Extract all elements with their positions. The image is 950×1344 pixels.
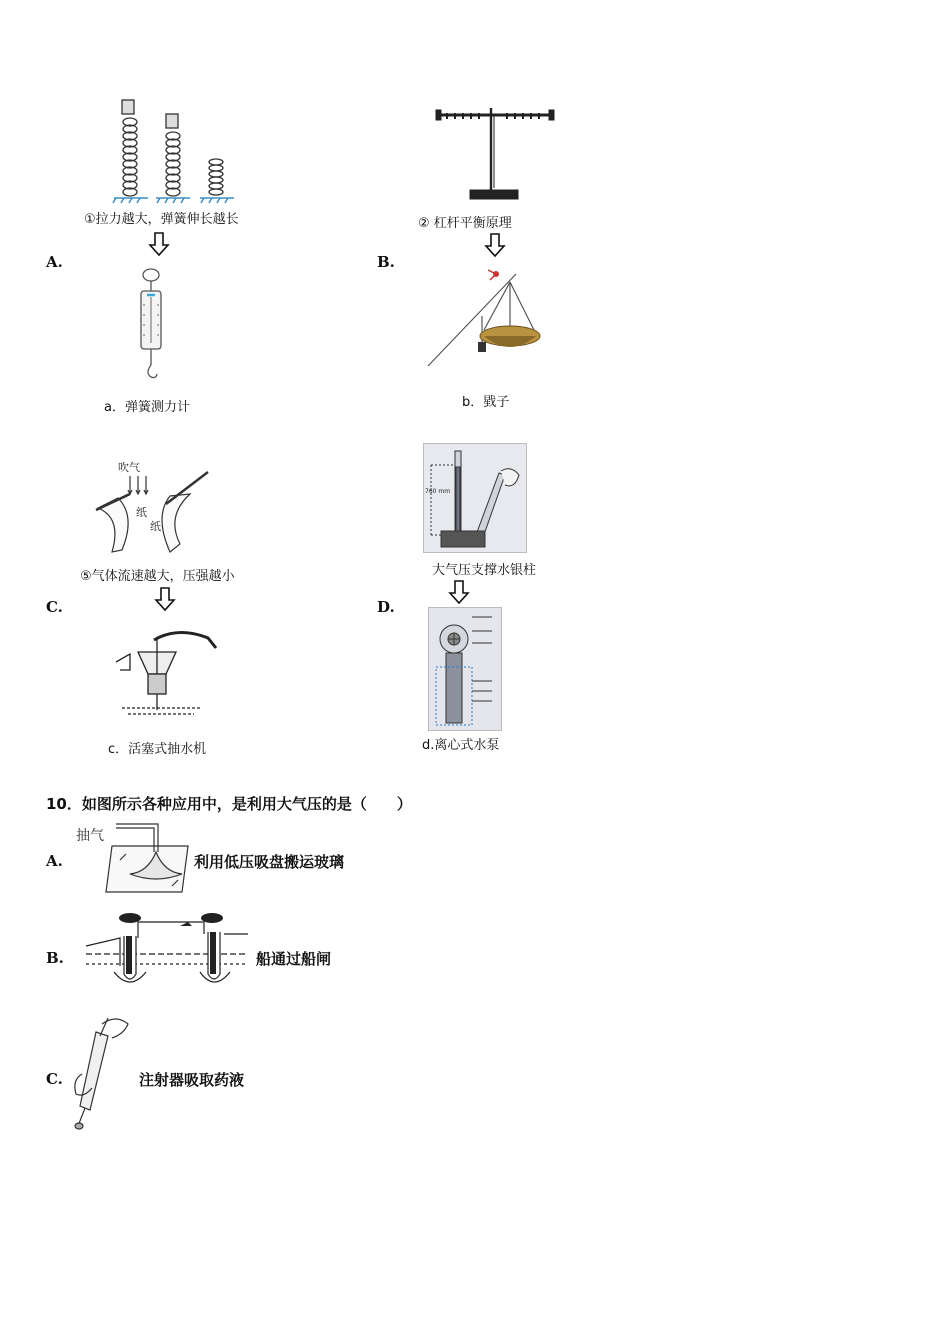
label-pump-air: 抽气 (76, 828, 104, 844)
label-paper-left: 纸 (136, 506, 147, 519)
spring-scale-figure (134, 265, 168, 387)
syringe-figure (72, 1014, 132, 1130)
steelyard-figure (424, 266, 546, 376)
option-label-a: A. (46, 253, 63, 271)
q10-option-b-text: 船通过船闸 (256, 950, 332, 968)
down-arrow-icon (149, 232, 169, 256)
caption-spring-law: ①拉力越大，弹簧伸长越长 (84, 212, 239, 227)
caption-bernoulli: ⑤气体流速越大，压强越小 (80, 569, 235, 584)
option-label-d: D. (377, 598, 395, 616)
caption-steelyard: b．戥子 (462, 395, 510, 410)
label-blow: 吹气 (118, 461, 140, 474)
caption-lever-principle: ② 杠杆平衡原理 (418, 216, 512, 231)
q10-option-c-text: 注射器吸取药液 (139, 1071, 245, 1089)
question-10-stem: 10．如图所示各种应用中，是利用大气压的是（ ） (46, 795, 412, 813)
caption-mercury-column: 大气压支撑水银柱 (432, 563, 537, 578)
mercury-column-figure (423, 443, 525, 551)
label-760mm: 760 mm (425, 488, 451, 495)
caption-centrifugal-pump: d.离心式水泵 (422, 738, 500, 753)
centrifugal-pump-figure (428, 607, 500, 729)
down-arrow-icon (155, 587, 175, 611)
q10-option-label-b: B. (46, 949, 64, 967)
caption-spring-scale: a．弹簧测力计 (104, 400, 190, 415)
option-label-c: C. (46, 598, 63, 616)
blow-paper-figure (96, 456, 212, 562)
caption-piston-pump: c．活塞式抽水机 (108, 742, 207, 757)
q10-option-a-text: 利用低压吸盘搬运玻璃 (194, 853, 345, 871)
option-label-b: B. (377, 253, 395, 271)
down-arrow-icon (449, 580, 469, 604)
q10-option-label-a: A. (46, 852, 63, 870)
ship-lock-figure (84, 912, 250, 988)
springs-figure (110, 98, 260, 206)
q10-option-label-c: C. (46, 1070, 63, 1088)
lever-figure (434, 104, 556, 206)
piston-pump-figure (108, 626, 220, 716)
suction-cup-figure (76, 820, 192, 896)
down-arrow-icon (485, 233, 505, 257)
label-paper-right: 纸 (150, 520, 161, 533)
